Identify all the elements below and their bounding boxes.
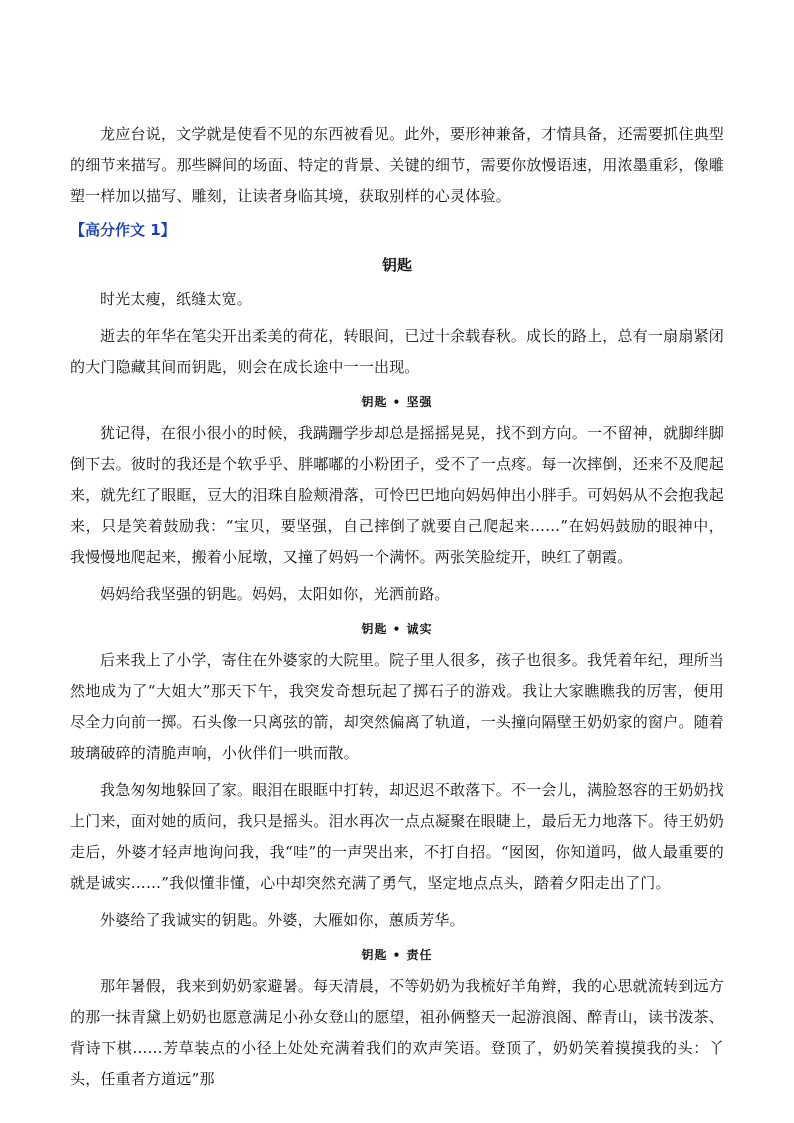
body-paragraph: 外婆给了我诚实的钥匙。外婆，大雁如你，蕙质芳华。: [100, 911, 465, 929]
part-subtitle: 钥匙 • 坚强: [361, 395, 433, 409]
body-paragraph: 那年暑假，我来到奶奶家避暑。每天清晨，不等奶奶为我梳好羊角辫，我的心思就流转到远方的那一抹青黛上奶奶也愿意满足小孙女登山的愿望，祖孙俩整天一起游浪阁、醉青山，读书泼茶、背诗下棋……芳草装点的小径上处处充满着我们的欢声笑语。登顶了，奶奶笑着摸摸我的头：丫头，任重者方道远”那: [70, 977, 724, 1088]
essay-title: 钥匙: [381, 256, 412, 274]
body-paragraph: 妈妈给我坚强的钥匙。妈妈，太阳如你，光洒前路。: [100, 585, 450, 603]
opening-paragraph: 时光太瘦，纸缝太宽。: [100, 290, 253, 308]
body-paragraph: 我急匆匆地躲回了家。眼泪在眼眶中打转，却迟迟不敢落下。不一会儿，满脸怒容的王奶奶找上门来，面对她的质问，我只是摇头。泪水再次一点点凝聚在眼睫上，最后无力地落下。待王奶奶走后，外婆才轻声地询问我，我“哇”的一声哭出来，不打自招。“囡囡，你知道吗，做人最重要的就是诚实……”我似懂非懂，心中却突然充满了勇气，坚定地点点头，踏着夕阳走出了门。: [70, 781, 724, 892]
part-subtitle: 钥匙 • 诚实: [361, 622, 433, 636]
opening-paragraph: 逝去的年华在笔尖开出柔美的荷花，转眼间，已过十余载春秋。成长的路上，总有一扇扇紧闭的大门隐藏其间而钥匙，则会在成长途中一一出现。: [70, 327, 724, 376]
body-paragraph: 后来我上了小学，寄住在外婆家的大院里。院子里人很多，孩子也很多。我凭着年纪，理所当然地成为了“大姐大”那天下午，我突发奇想玩起了掷石子的游戏。我让大家瞧瞧我的厉害，便用尽全力向前一掷。石头像一只离弦的箭，却突然偏离了轨道，一头撞向隔壁王奶奶家的窗户。随着玻璃破碎的清脆声响，小伙伴们一哄而散。: [70, 651, 724, 762]
document-page: [70, 0, 724, 1095]
intro-paragraph: 龙应台说，文学就是使看不见的东西被看见。此外，要形神兼备，才情具备，还需要抓住典型的细节来描写。那些瞬间的场面、特定的背景、关键的细节，需要你放慢语速，用浓墨重彩，像雕塑一样加以描写、雕刻，让读者身临其境，获取别样的心灵体验。: [70, 125, 724, 205]
part-subtitle: 钥匙 • 责任: [361, 948, 433, 962]
body-paragraph: 犹记得，在很小很小的时候，我蹒跚学步却总是摇摇晃晃，找不到方向。一不留神，就脚绊脚倒下去。彼时的我还是个软乎乎、胖嘟嘟的小粉团子，受不了一点疼。每一次摔倒，还来不及爬起来，就先红了眼眶，豆大的泪珠自脸颊滑落，可怜巴巴地向妈妈伸出小胖手。可妈妈从不会抱我起来，只是笑着鼓励我：“宝贝，要坚强，自己摔倒了就要自己爬起来……”在妈妈鼓励的眼神中，我慢慢地爬起来，搬着小屁墩，又撞了妈妈一个满怀。两张笑脸绽开，映红了朝霞。: [70, 424, 724, 566]
section-tag: 【高分作文 1】: [70, 221, 176, 239]
